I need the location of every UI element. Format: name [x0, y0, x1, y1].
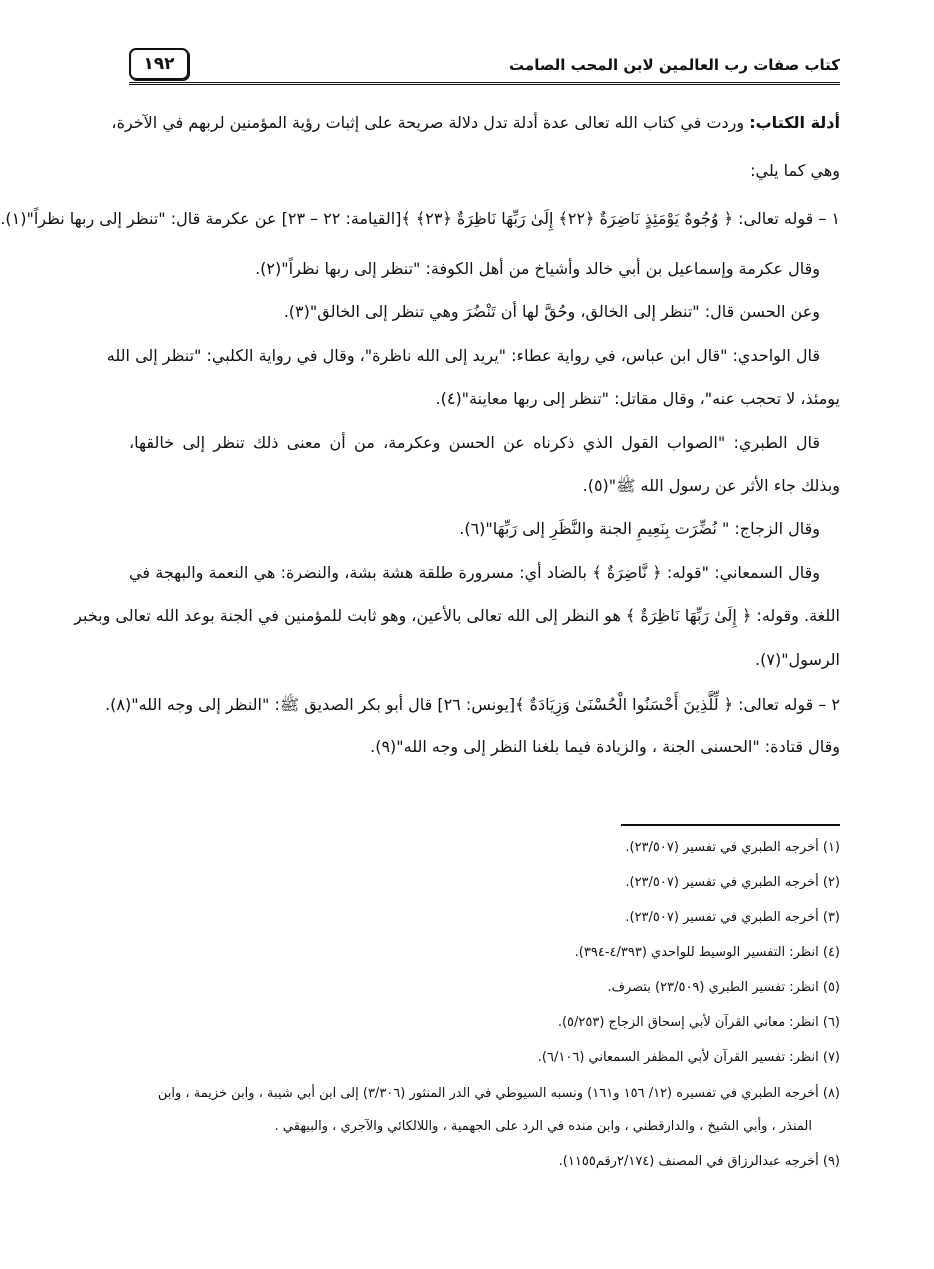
intro-line-1 [111, 113, 840, 139]
footnote-separator [621, 824, 840, 826]
paragraph-samani-1: وقال السمعاني: "قوله: ﴿ نَّاضِرَةٌ ﴾ بالضاد أي: مسرورة طلقة هشة بشة، والنضرة: هي النعمة والبهجة في [129, 563, 820, 582]
paragraph-ikrima: وقال عكرمة وإسماعيل بن أبي خالد وأشياخ من أهل الكوفة: "تنظر إلى ربها نظراً"(٢). [255, 259, 820, 278]
page-number: ١٩٢ [129, 48, 189, 80]
paragraph-qatada: وقال قتادة: "الحسنى الجنة ، والزيادة فيما بلغنا النظر إلى وجه الله"(٩). [370, 737, 840, 756]
footnote-3: (٣) أخرجه الطبري في تفسير (٢٣/٥٠٧). [625, 910, 840, 925]
intro-label: أدلة الكتاب: [749, 113, 840, 132]
paragraph-hasan: وعن الحسن قال: "تنظر إلى الخالق، وحُقَّ لها أن تَنْضُرَ وهي تنظر إلى الخالق"(٣). [283, 302, 820, 321]
footnote-7: (٧) انظر: تفسير القرآن لأبي المظفر السمعاني (٦/١٠٦). [537, 1050, 840, 1065]
footnote-8: (٨) أخرجه الطبري في تفسيره (١٢/ ١٥٦ و١٦١) ونسبه السيوطي في الدر المنثور (٣/٣٠٦) إلى ابن أبي شيبة ، وابن خزيمة ، وابن [157, 1086, 840, 1101]
footnote-9: (٩) أخرجه عبدالرزاق في المصنف (٢/١٧٤رقم١١٥٥). [558, 1154, 840, 1169]
book-title: كتاب صفات رب العالمين لابن المحب الصامت [509, 56, 840, 74]
paragraph-tabari-2: وبذلك جاء الأثر عن رسول الله ﷺ"(٥). [582, 476, 840, 495]
intro-text: وردت في كتاب الله تعالى عدة أدلة تدل دلالة صريحة على إثبات رؤية المؤمنين لربهم في الآخرة، [111, 113, 750, 132]
header-rule [129, 82, 840, 88]
footnote-8-continued: المنذر ، وأبي الشيخ ، والدارقطني ، وابن منده في الرد على الجهمية ، واللالكائي والآجري ، والبيهقي . [274, 1119, 812, 1134]
footnote-6: (٦) انظر: معاني القرآن لأبي إسحاق الزجاج (٥/٢٥٣). [557, 1015, 840, 1030]
footnote-1: (١) أخرجه الطبري في تفسير (٢٣/٥٠٧). [625, 840, 840, 855]
evidence-item-2: ٢ – قوله تعالى: ﴿ لِّلَّذِينَ أَحْسَنُوا الْحُسْنَىٰ وَزِيَادَةٌ ﴾[يونس: ٢٦] قال أبو بكر الصديق ﷺ: "النظر إلى وجه الله"(٨). [105, 695, 840, 714]
intro-line-2: وهي كما يلي: [750, 161, 840, 180]
footnote-4: (٤) انظر: التفسير الوسيط للواحدي (٤/٣٩٣-٣٩٤). [574, 945, 840, 960]
footnote-5: (٥) انظر: تفسير الطبري (٢٣/٥٠٩) بتصرف. [607, 980, 840, 995]
paragraph-wahidi-2: يومئذ، لا تحجب عنه"، وقال مقاتل: "تنظر إلى ربها معاينة"(٤). [435, 389, 840, 408]
page-header [129, 48, 840, 82]
evidence-item-1: ١ – قوله تعالى: ﴿ وُجُوهٌ يَوْمَئِذٍ نَاضِرَةٌ ﴿٢٢﴾ إِلَىٰ رَبِّهَا نَاظِرَةٌ ﴿٢٣﴾ ﴾[القيامة: ٢٢ – ٢٣] عن عكرمة قال: "تنظر إلى ربها نظراً"(١). [0, 209, 840, 228]
paragraph-tabari-1: قال الطبري: "الصواب القول الذي ذكرناه عن الحسن وعكرمة، من أن معنى ذلك تنظر إلى خالقها، [129, 433, 820, 452]
paragraph-wahidi-1: قال الواحدي: "قال ابن عباس، في رواية عطاء: "يريد إلى الله ناظرة"، وقال في رواية الكلبي: "تنظر إلى الله [106, 346, 820, 365]
paragraph-samani-3: الرسول"(٧). [755, 650, 840, 669]
footnote-2: (٢) أخرجه الطبري في تفسير (٢٣/٥٠٧). [625, 875, 840, 890]
paragraph-samani-2: اللغة. وقوله: ﴿ إِلَىٰ رَبِّهَا نَاظِرَةٌ ﴾ هو النظر إلى الله تعالى بالأعين، وهو ثابت للمؤمنين في الجنة بوعد الله تعالى وبخبر [74, 606, 840, 625]
paragraph-zajjaj: وقال الزجاج: " نُضِّرَت بِنَعِيمِ الجنة والنَّظَرِ إلى رَبِّهَا"(٦). [459, 519, 820, 538]
